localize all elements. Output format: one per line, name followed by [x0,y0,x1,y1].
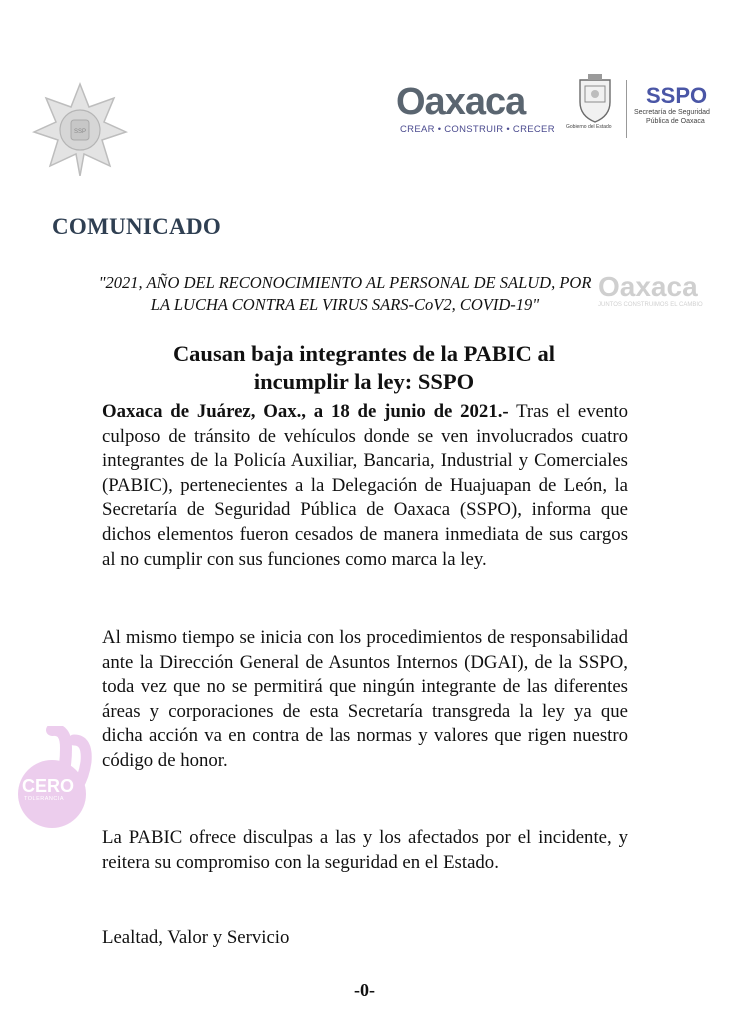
document-heading: COMUNICADO [52,214,222,239]
police-star-logo [32,80,128,176]
svg-text:SSP: SSP [73,129,87,135]
cero-watermark-sub: TOLERANCIA [24,796,65,802]
oaxaca-watermark-tagline: JUNTOS CONSTRUIMOS EL CAMBIO [598,302,703,308]
press-release-title [100,340,628,396]
paragraph-1 [102,400,628,572]
sspo-logo-acronym: SSPO [646,83,708,108]
sspo-subtitle-line2: Pública de Oaxaca [646,118,705,125]
paragraph-3: La PABIC ofrece disculpas a las y los afectados por el incidente, y reitera su compromiso con la seguridad en el Estado. [102,827,628,873]
sspo-logo-subtitle [634,108,724,126]
cero-watermark-word: CERO [22,776,75,796]
motto-line-2: LA LUCHA CONTRA EL VIRUS SARS-CoV2, COVID-19" [150,295,540,314]
cero-tolerancia-watermark [14,726,100,836]
oaxaca-logo-tagline: CREAR • CONSTRUIR • CRECER [400,124,555,135]
year-motto [40,272,650,316]
sspo-subtitle-line1: Secretaría de Seguridad [634,109,710,116]
oaxaca-logo-word: Oaxaca [396,81,526,123]
title-line-2: incumplir la ley: SSPO [253,369,475,394]
dateline: Oaxaca de Juárez, Oax., a 18 de junio de 2021.- [102,401,509,422]
government-label: Gobierno del Estado [566,124,612,130]
oaxaca-watermark-word: Oaxaca [598,271,698,302]
end-mark: -0- [354,980,375,1000]
motto-line-1: "2021, AÑO DEL RECONOCIMIENTO AL PERSONAL DE SALUD, POR [98,273,592,292]
sspo-logo [634,84,724,134]
oaxaca-logo [396,80,556,140]
paragraph-1-text: Tras el evento culposo de tránsito de vehículos donde se ven involucrados cuatro integrantes de la Policía Auxiliar, Bancaria, Industrial y Comerciales (PABIC), pertenecientes a la Delegación de Huajuapan de León, la Secretaría de Seguridad Pública de Oaxaca (SSPO), informa que dichos elementos fueron cesados de manera inmediata de sus cargos al no cumplir con sus funciones como marca la ley. [102,401,628,570]
paragraph-2: Al mismo tiempo se inicia con los procedimientos de responsabilidad ante la Dirección General de Asuntos Internos (DGAI), de la SSPO, toda vez que no se permitirá que ningún integrante de las diferentes áreas y corporaciones de esta Secretaría transgreda la ley ya que dicha acción va en contra de las normas y valores que rigen nuestro código de honor. [102,627,628,771]
title-line-1: Causan baja integrantes de la PABIC al [172,341,556,366]
closing-motto: Lealtad, Valor y Servicio [102,927,290,948]
logo-divider [626,80,627,138]
